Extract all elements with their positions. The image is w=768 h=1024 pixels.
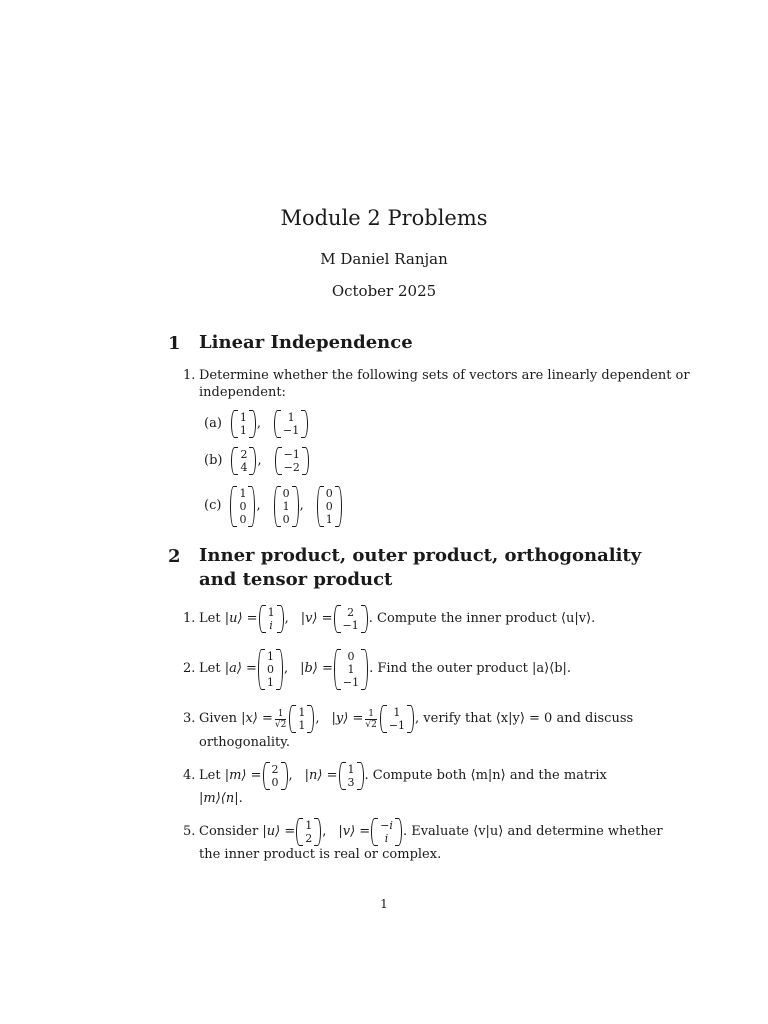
vector: −1 −2 [275, 447, 309, 475]
vector: 1 −1 [274, 410, 308, 438]
vector: 1 −1 [380, 705, 414, 733]
s2-item-3: 3. Given |x⟩ = $\frac{1}{√2}$ 1 1 , |y⟩ = $\frac{1}{√2}$ 1 −1 , verify that ⟨x|y⟩ = 0 and discuss [183, 706, 634, 732]
vector: 0 1 −1 [334, 649, 368, 690]
subitem-label: (b) [204, 453, 223, 468]
vector: 1 0 1 [258, 649, 283, 690]
s2-item-3-cont: orthogonality. [199, 735, 291, 750]
s2-item-5: 5. Consider |u⟩ = 1 2 , |v⟩ = −i i . Evaluate ⟨v|u⟩ and determine whether [183, 819, 663, 845]
s1-subitem-b: (b) 2 4 , −1 −2 [204, 444, 310, 478]
vector: 1 3 [339, 762, 364, 790]
document-date: October 2025 [331, 282, 437, 300]
section-2-title-cont: and tensor product [199, 569, 393, 590]
vector: 1 1 [231, 410, 256, 438]
s1-item-1-text: Determine whether the following sets of vectors are linearly dependent or [199, 368, 690, 383]
vector: 2 −1 [334, 605, 368, 633]
vector: 1 1 [289, 705, 314, 733]
page-number: 1 [380, 897, 388, 911]
s2-item-5-cont: the inner product is real or complex. [199, 847, 442, 862]
s1-item-1-number: 1. [183, 368, 196, 383]
section-2-title: Inner product, outer product, orthogonality [199, 545, 642, 566]
s1-subitem-a: (a) 1 1 , 1 −1 [204, 407, 309, 441]
document-author: M Daniel Ranjan [320, 250, 448, 268]
s1-subitem-c: (c) 1 0 0 , 0 1 0 , 0 0 1 [204, 482, 343, 530]
s2-item-2: 2. Let |a⟩ = 1 0 1 , |b⟩ = 0 1 −1 . Find the outer product |a⟩⟨b|. [183, 649, 572, 689]
vector: 1 i [259, 605, 284, 633]
subitem-label: (c) [204, 498, 222, 513]
vector: 2 0 [263, 762, 288, 790]
s1-item-1-text-cont: independent: [199, 385, 286, 400]
s2-item-1: 1. Let |u⟩ = 1 i , |v⟩ = 2 −1 . Compute the inner product ⟨u|v⟩. [183, 606, 596, 632]
s2-item-4: 4. Let |m⟩ = 2 0 , |n⟩ = 1 3 . Compute both ⟨m|n⟩ and the matrix [183, 763, 607, 789]
section-1-title: Linear Independence [199, 332, 413, 353]
s2-item-4-cont: |m⟩⟨n|. [199, 791, 243, 806]
document-title: Module 2 Problems [280, 206, 488, 230]
vector: 0 0 1 [317, 486, 342, 527]
section-1-number: 1 [168, 333, 181, 354]
vector: 1 0 0 [230, 486, 255, 527]
subitem-label: (a) [204, 416, 222, 431]
section-2-number: 2 [168, 546, 181, 567]
vector: −i i [371, 818, 402, 846]
vector: 1 2 [296, 818, 321, 846]
vector: 2 4 [231, 447, 256, 475]
vector: 0 1 0 [274, 486, 299, 527]
